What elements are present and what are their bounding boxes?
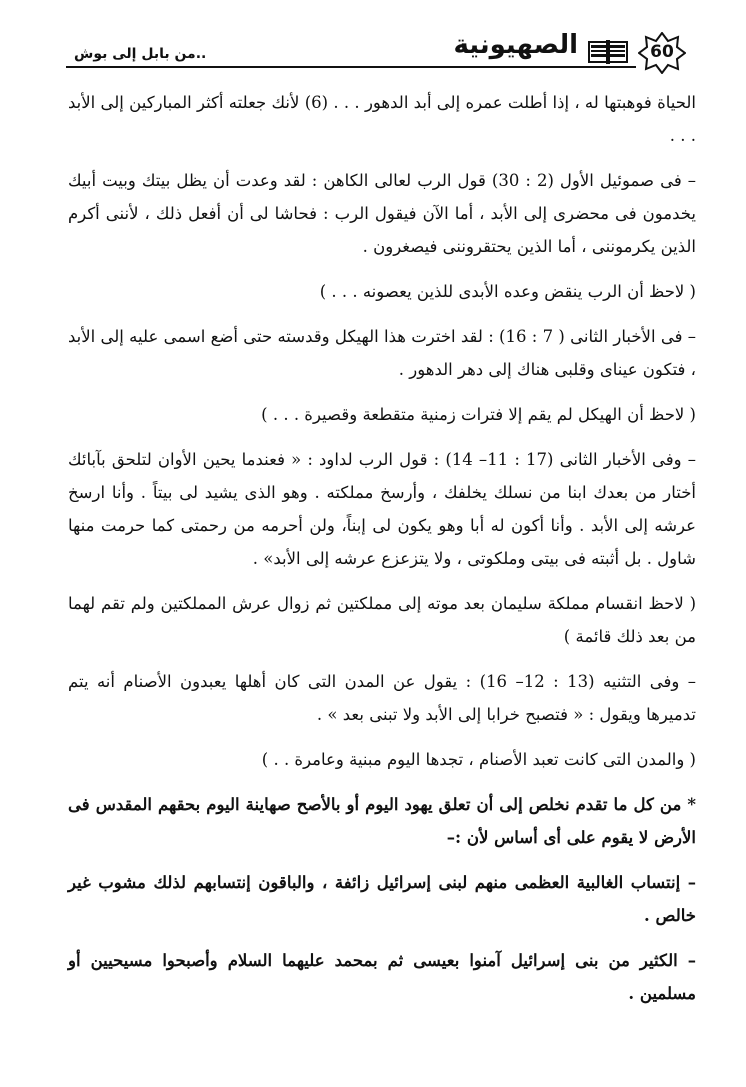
paragraph: ( والمدن التى كانت تعبد الأصنام ، تجدها اليوم مبنية وعامرة . . ) xyxy=(261,750,696,769)
page-number-badge xyxy=(638,32,686,74)
paragraph: – وفى الأخبار الثانى (17 : 11– 14) : قول الرب لداود : « فعندما يحين الأوان لتلحق بآبائك أختار من بعدك ابنا من نسلك يخلفك ، وأرسخ مملكته . وهو الذى يشيد لى بيتاً . وأنا ارسخ عرشه إلى الأبد . وأنا أكون له أبا وهو يكون لى إبناً، ولن أحرمه من رحمتى كما حرمت منها شاول . بل أثبته فى بيتى وملكوتى ، ولا يتزعزع عرشه إلى الأبد» . xyxy=(68,450,696,568)
running-header xyxy=(60,28,690,80)
paragraph: ( لاحظ انقسام مملكة سليمان بعد موته إلى مملكتين ثم زوال عرش المملكتين ولم تقم لهما من بعد ذلك قائمة ) xyxy=(68,594,696,646)
bullet-paragraph: – الكثير من بنى إسرائيل آمنوا بعيسى ثم بمحمد عليهما السلام وأصبحوا مسيحيين أو مسلمين . xyxy=(68,951,696,1003)
book-icon xyxy=(588,36,628,66)
paragraph: – وفى التثنيه (13 : 12– 16) : يقول عن المدن التى كان أهلها يعبدون الأصنام أنه يتم تدميرها ويقول : « فتصبح خرابا إلى الأبد ولا تبنى بعد » . xyxy=(68,672,696,724)
page-body xyxy=(68,86,696,1022)
paragraph: ( لاحظ أن الهيكل لم يقم إلا فترات زمنية متقطعة وقصيرة . . . ) xyxy=(261,405,696,424)
conclusion-paragraph: * من كل ما تقدم نخلص إلى أن تعلق يهود اليوم أو بالأصح صهاينة اليوم بحقهم المقدس فى الأرض لا يقوم على أى أساس لأن :– xyxy=(68,795,696,847)
bullet-paragraph: – إنتساب الغالبية العظمى منهم لبنى إسرائيل زائفة ، والباقون إنتسابهم لذلك مشوب غير خالص . xyxy=(68,873,696,925)
page-number: 60 xyxy=(650,42,674,62)
paragraph: – فى صموئيل الأول (2 : 30) قول الرب لعالى الكاهن : لقد وعدت أن يظل بيتك وبيت أبيك يخدمون فى محضرى إلى الأبد ، أما الآن فيقول الرب : فحاشا لى أن أفعل ذلك ، لأننى أكرم الذين يكرموننى ، أما الذين يحتقروننى فيصغرون . xyxy=(68,171,696,256)
paragraph: ( لاحظ أن الرب ينقض وعده الأبدى للذين يعصونه . . . ) xyxy=(319,282,696,301)
book-title: الصهيونية xyxy=(447,30,584,60)
book-subtitle: ..من بابل إلى بوش xyxy=(70,46,210,62)
header-rule xyxy=(66,66,636,68)
paragraph: – فى الأخبار الثانى ( 7 : 16) : لقد اخترت هذا الهيكل وقدسته حتى أضع اسمى عليه إلى الأبد ، فتكون عيناى وقلبى هناك إلى دهر الدهور . xyxy=(68,327,696,379)
paragraph: الحياة فوهبتها له ، إذا أطلت عمره إلى أبد الدهور . . . (6) لأنك جعلته أكثر المباركين إلى الأبد . . . xyxy=(68,93,696,145)
